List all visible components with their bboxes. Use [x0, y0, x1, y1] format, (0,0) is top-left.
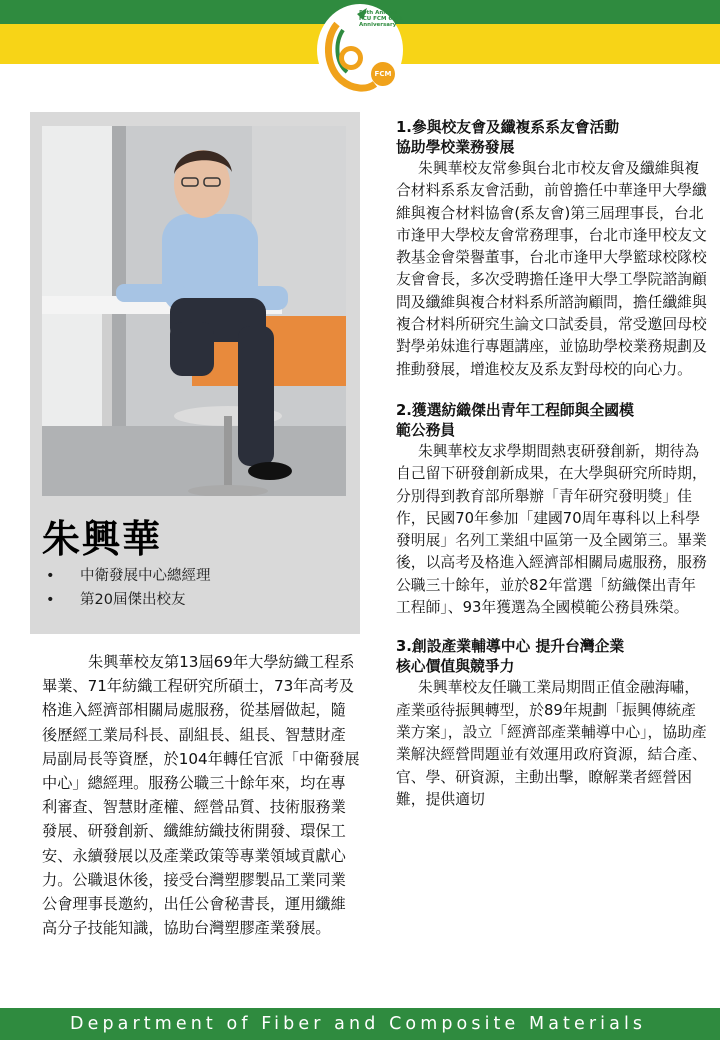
person-name: 朱興華	[42, 517, 163, 561]
section-body: 朱興華校友常參與台北市校友會及纖維與複合材料系系友會活動，前曾擔任中華逢甲大學纖維與複合材料協會(系友會)第三屆理事長，台北市逢甲大學校友會常務理事，台北市逢甲校友文教基金會榮譽董事，台北市逢甲大學籃球校隊校友會會長，多次受聘擔任逢甲大學工學院諮詢顧問及纖維與複合材料系所諮詢顧問，擔任纖維與複合材料所研究生論文口試委員，常受邀回母校對學弟妹進行專題講座，並協助學校業務規劃及推動發展，增進校友及系友對母校的向心力。	[396, 160, 707, 378]
section-body: 朱興華校友求學期間熱衷研發創新，期待為自己留下研發創新成果，在大學與研究所時期，分別得到教育部所舉辦「青年研究發明獎」佳作，民國70年參加「建國70周年專科以上科學發明展」名列工業組中區第一及全國第三。畢業後，以高考及格進入經濟部相關局處服務，服務公職三十餘年，並於82年當選「紡織傑出青年工程師」、93年獲選為全國模範公務員殊榮。	[396, 442, 707, 617]
logo-caption: 59th Annual FCU FCM 60th Anniversary	[359, 10, 403, 28]
logo-fcm-badge: FCM	[371, 62, 395, 86]
achievements-column	[396, 118, 708, 811]
section-body: 朱興華校友任職工業局期間正值金融海嘯，產業亟待振興轉型，於89年規劃「振興傳統產業方案」，設立「經濟部產業輔導中心」，協助產業解決經營問題並有效運用政府資源，結合產、官、學、研資源，主動出擊，瞭解業者經營困難，提供適切	[396, 679, 707, 808]
portrait-illustration	[42, 126, 346, 496]
bullet-icon: •	[46, 568, 55, 584]
anniversary-logo	[317, 4, 403, 96]
role-item: • 中衛發展中心總經理	[42, 564, 211, 588]
section-1	[396, 118, 708, 381]
section-title: 2.獲選紡織傑出青年工程師與全國模 範公務員	[396, 401, 634, 439]
portrait-photo	[42, 126, 346, 496]
footer-band: Department of Fiber and Composite Materials	[0, 1008, 720, 1040]
bio-paragraph: 朱興華校友第13屆69年大學紡織工程系畢業、71年紡織工程研究所碩士，73年高考及格進入經濟部相關局處服務，從基層做起，隨後歷經工業局科長、副組長、組長、智慧財產局副局長等資歷，於104年轉任官派「中衛發展中心」總經理。服務公職三十餘年來，均在專利審查、智慧財產權、經營品質、技術服務業發展、研發創新、纖維紡織技術開發、環保工安、永續發展以及產業政策等專業領域貢獻心力。公職退休後，接受台灣塑膠製品工業同業公會理事長邀約，出任公會秘書長，運用纖維高分子技能知識，協助台灣塑膠產業發展。	[42, 653, 360, 938]
role-list	[42, 564, 211, 612]
bullet-icon: •	[46, 592, 55, 608]
section-title: 3.創設產業輔導中心 提升台灣企業 核心價值與競爭力	[396, 638, 625, 676]
section-title: 1.參與校友會及纖複系系友會活動 協助學校業務發展	[396, 119, 620, 156]
role-item: • 第20屆傑出校友	[42, 588, 211, 612]
section-3	[396, 637, 708, 811]
section-2	[396, 401, 708, 619]
